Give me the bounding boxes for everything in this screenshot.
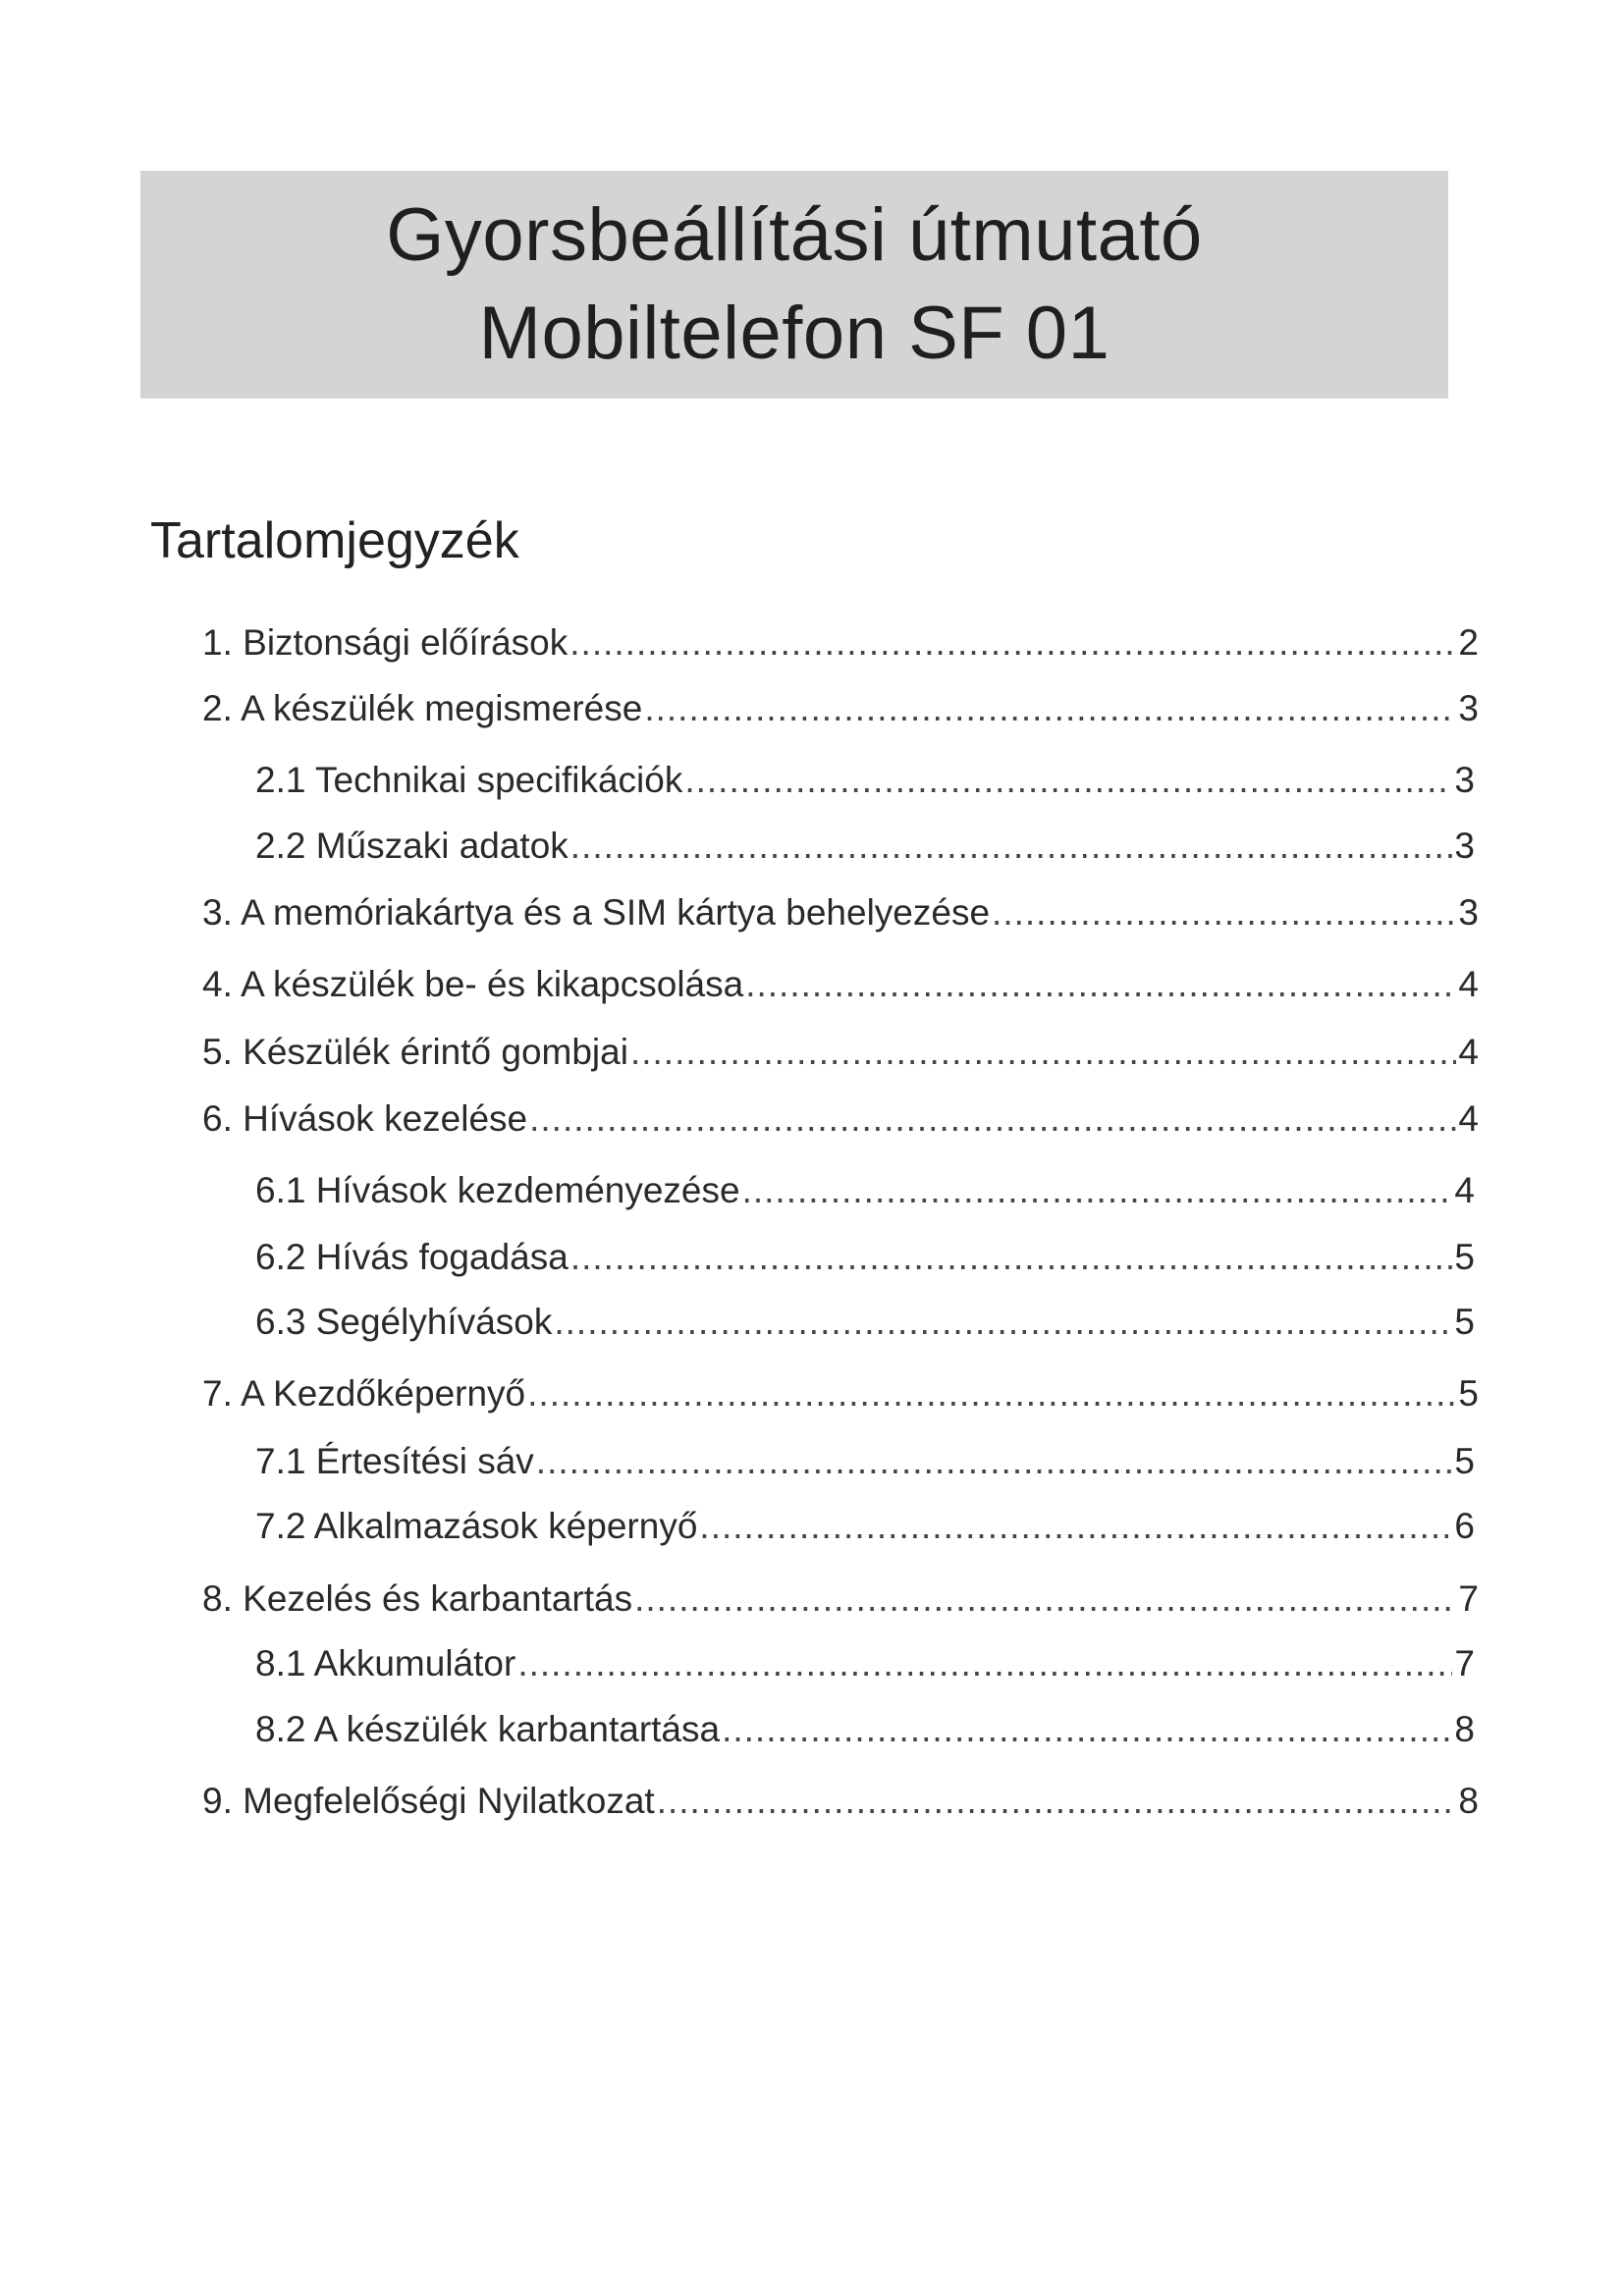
toc-dot-leader (745, 960, 1456, 1009)
toc-page-number: 5 (1458, 1373, 1479, 1414)
toc-entry-title: 8. Kezelés és karbantartás (202, 1578, 633, 1619)
toc-entry-title: 6. Hívások kezelése (202, 1098, 528, 1139)
toc-page-number: 4 (1458, 1032, 1479, 1072)
toc-entry[interactable] (202, 1369, 1479, 1418)
toc-entry-title: 9. Megfelelőségi Nyilatkozat (202, 1781, 655, 1821)
toc-page-number: 2 (1458, 622, 1479, 663)
toc-dot-leader (570, 822, 1453, 871)
toc-dot-leader (527, 1369, 1456, 1418)
toc-entry[interactable] (202, 1777, 1479, 1826)
toc-entry[interactable] (202, 1095, 1479, 1144)
toc-entry-title: 5. Készülék érintő gombjai (202, 1032, 628, 1072)
toc-entry[interactable] (255, 822, 1475, 871)
toc-page-number: 4 (1458, 1098, 1479, 1139)
toc-entry-title: 6.2 Hívás fogadása (255, 1237, 568, 1277)
toc-heading: Tartalomjegyzék (150, 512, 519, 569)
toc-entry-title: 2. A készülék megismerése (202, 688, 643, 728)
toc-entry-title: 2.1 Technikai specifikációk (255, 760, 683, 800)
toc-page-number: 3 (1454, 760, 1475, 800)
toc-entry[interactable] (202, 618, 1479, 667)
toc-dot-leader (657, 1777, 1457, 1826)
toc-entry[interactable] (202, 1575, 1479, 1624)
toc-entry[interactable] (255, 1166, 1475, 1215)
toc-dot-leader (554, 1298, 1452, 1347)
toc-entry-title: 7. A Kezdőképernyő (202, 1373, 526, 1414)
toc-entry[interactable] (255, 1705, 1475, 1754)
toc-entry-title: 1. Biztonsági előírások (202, 622, 568, 663)
toc-page-number: 5 (1454, 1237, 1475, 1277)
toc-page-number: 4 (1458, 964, 1479, 1004)
toc-dot-leader (644, 684, 1456, 733)
toc-dot-leader (742, 1166, 1453, 1215)
toc-page-number: 7 (1458, 1578, 1479, 1619)
toc-page-number: 7 (1454, 1643, 1475, 1683)
toc-entry-title: 7.1 Értesítési sáv (255, 1441, 534, 1481)
document-subtitle: Mobiltelefon SF 01 (478, 292, 1110, 375)
toc-page-number: 8 (1458, 1781, 1479, 1821)
document-title: Gyorsbeállítási útmutató (386, 193, 1203, 277)
toc-dot-leader (634, 1575, 1456, 1624)
toc-entry-title: 7.2 Alkalmazások képernyő (255, 1506, 698, 1546)
toc-entry-title: 4. A készülék be- és kikapcsolása (202, 964, 744, 1004)
toc-page-number: 6 (1454, 1506, 1475, 1546)
toc-entry-title: 8.1 Akkumulátor (255, 1643, 516, 1683)
toc-entry[interactable] (202, 888, 1479, 937)
toc-page-number: 5 (1454, 1441, 1475, 1481)
toc-entry[interactable] (255, 1233, 1475, 1282)
toc-dot-leader (569, 618, 1456, 667)
toc-page-number: 5 (1454, 1302, 1475, 1342)
toc-entry[interactable] (255, 1502, 1475, 1551)
toc-entry-title: 6.3 Segélyhívások (255, 1302, 553, 1342)
toc-entry-title: 3. A memóriakártya és a SIM kártya behelyezése (202, 892, 991, 933)
toc-dot-leader (684, 756, 1452, 805)
toc-entry-title: 8.2 A készülék karbantartása (255, 1709, 721, 1749)
toc-dot-leader (529, 1095, 1456, 1144)
toc-dot-leader (570, 1233, 1453, 1282)
toc-entry[interactable] (255, 1298, 1475, 1347)
toc-page-number: 3 (1454, 826, 1475, 866)
toc-entry[interactable] (202, 1028, 1479, 1077)
toc-entry[interactable] (202, 684, 1479, 733)
toc-entry-title: 6.1 Hívások kezdeményezése (255, 1170, 740, 1210)
toc-page-number: 3 (1458, 688, 1479, 728)
toc-page-number: 4 (1454, 1170, 1475, 1210)
toc-entry-title: 2.2 Műszaki adatok (255, 826, 568, 866)
toc-page-number: 8 (1454, 1709, 1475, 1749)
toc-dot-leader (630, 1028, 1456, 1077)
toc-entry[interactable] (255, 1639, 1475, 1688)
toc-dot-leader (517, 1639, 1452, 1688)
toc-dot-leader (536, 1437, 1453, 1486)
toc-entry[interactable] (202, 960, 1479, 1009)
toc-page-number: 3 (1458, 892, 1479, 933)
toc-dot-leader (699, 1502, 1452, 1551)
toc-dot-leader (722, 1705, 1452, 1754)
toc-entry[interactable] (255, 756, 1475, 805)
toc-dot-leader (992, 888, 1456, 937)
toc-entry[interactable] (255, 1437, 1475, 1486)
